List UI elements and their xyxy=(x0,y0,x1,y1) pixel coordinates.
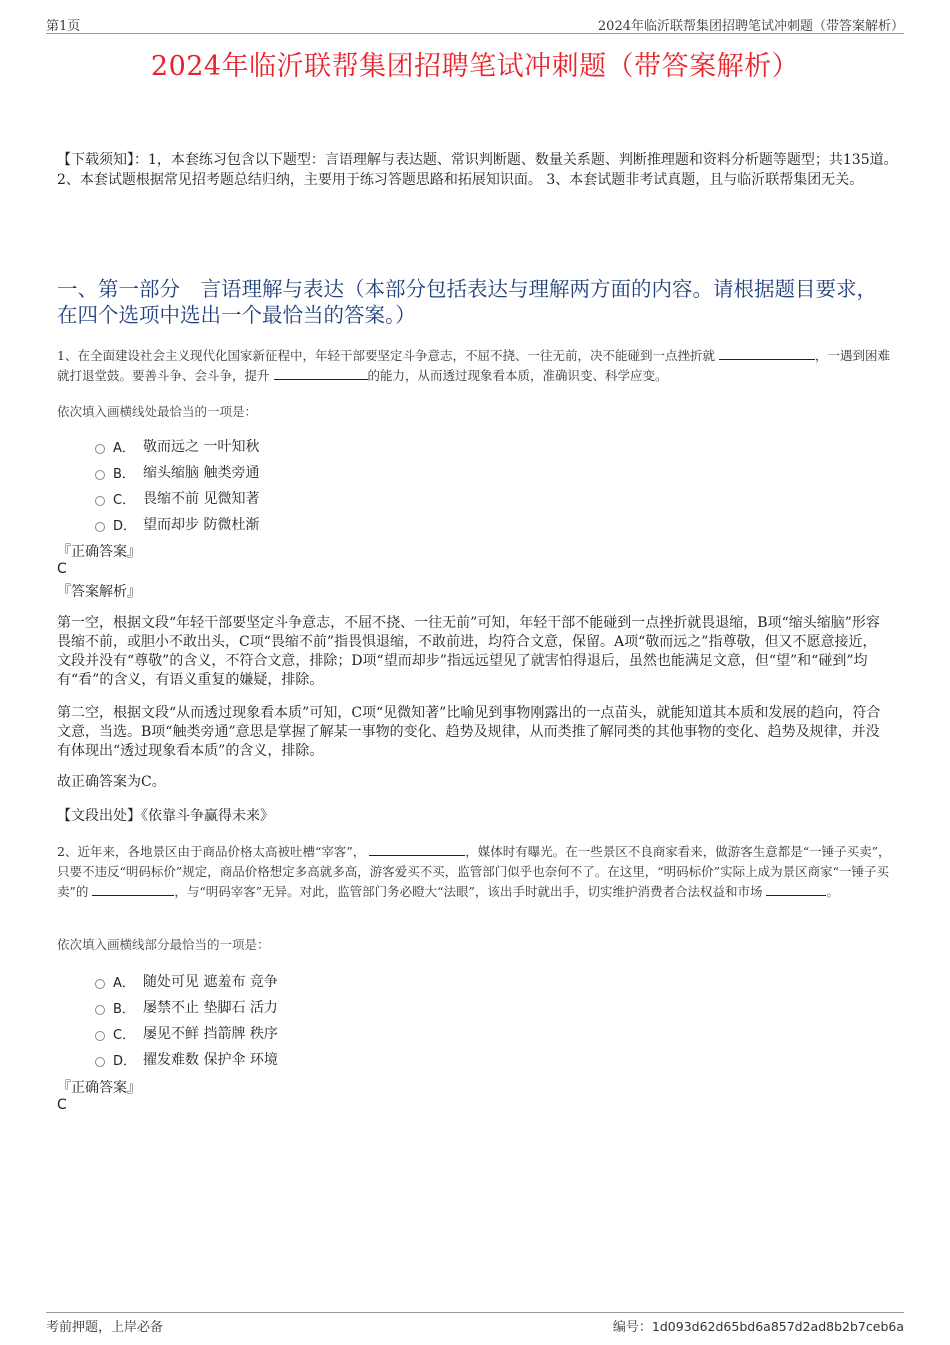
option-letter: B． xyxy=(113,1001,135,1017)
option-text: 畏缩不前 见微知著 xyxy=(143,491,260,507)
option-d[interactable] xyxy=(95,1046,278,1072)
option-a[interactable] xyxy=(95,433,259,459)
question-1-text-part1: 1、在全面建设社会主义现代化国家新征程中，年轻干部要坚定斗争意志，不屈不挠、一往无前，决不能碰到一点挫折就 xyxy=(57,348,715,363)
radio-icon[interactable] xyxy=(95,444,105,454)
question-1-options xyxy=(95,433,259,537)
question-2-stem xyxy=(57,842,902,902)
radio-icon[interactable] xyxy=(95,522,105,532)
option-text: 屡禁不止 垫脚石 活力 xyxy=(143,1000,278,1016)
page-footer xyxy=(46,1312,904,1335)
option-a[interactable] xyxy=(95,968,278,994)
option-c[interactable] xyxy=(95,485,259,511)
radio-icon[interactable] xyxy=(95,470,105,480)
option-text: 缩头缩脑 触类旁通 xyxy=(143,465,260,481)
option-b[interactable] xyxy=(95,994,278,1020)
question-2-text-part3: ，与“明码宰客”无异。对此，监管部门务必瞪大“法眼”，该出手时就出手，切实维护消费者合法权益和市场 xyxy=(174,884,763,899)
section-title: 一、第一部分 言语理解与表达（本部分包括表达与理解两方面的内容。请根据题目要求，在四个选项中选出一个最恰当的答案。） xyxy=(57,277,877,327)
document-title: 2024年临沂联帮集团招聘笔试冲刺题（带答案解析） xyxy=(150,51,800,82)
question-1-text-part2: ，一遇到困难就打退堂鼓。要善斗争、会斗争，提升 xyxy=(57,348,890,383)
correct-answer: C xyxy=(57,1097,67,1113)
download-notice: 【下载须知】：1，本套练习包含以下题型：言语理解与表达题、常识判断题、数量关系题、判断推理题和资料分析题等题型；共135道。 2、本套试题根据常见招考题总结归纳，主要用于练习答题思路和拓展知识面。 3、本套试题非考试真题，且与临沂联帮集团无关。 xyxy=(57,152,898,188)
option-text: 屡见不鲜 挡箭牌 秩序 xyxy=(143,1026,278,1042)
option-letter: C． xyxy=(113,492,136,508)
question-1-instruction: 依次填入画横线处最恰当的一项是： xyxy=(57,404,258,419)
question-1-stem xyxy=(57,346,902,386)
option-text: 望而却步 防微杜渐 xyxy=(143,517,260,533)
question-2-options xyxy=(95,968,278,1072)
code-value: 1d093d62d65bd6a857d2ad8b2b7ceb6a xyxy=(651,1319,904,1334)
analysis-conclusion: 故正确答案为C。 xyxy=(57,774,166,790)
answer-blank xyxy=(369,842,465,856)
correct-answer-label: 『正确答案』 xyxy=(57,544,141,560)
correct-answer: C xyxy=(57,561,67,577)
answer-blank xyxy=(766,882,826,896)
option-d[interactable] xyxy=(95,511,259,537)
question-1-text-part3: 的能力，从而透过现象看本质，准确识变、科学应变。 xyxy=(367,368,668,383)
analysis-paragraph-2: 第二空，根据文段“从而透过现象看本质”可知，C项“见微知著”比喻见到事物刚露出的一点苗头，就能知道其本质和发展的趋向，符合文意，当选。B项“触类旁通”意思是掌握了解某一事物的变化、趋势及规律，从而类推了解同类的其他事物的变化、趋势及规律，并没有体现出“透过现象看本质”的含义，排除。 xyxy=(57,705,881,759)
analysis-label: 『答案解析』 xyxy=(57,584,141,600)
option-c[interactable] xyxy=(95,1020,278,1046)
text-source: 【文段出处】《依靠斗争赢得未来》 xyxy=(57,808,274,824)
radio-icon[interactable] xyxy=(95,1057,105,1067)
option-text: 随处可见 遮羞布 竞争 xyxy=(143,974,278,990)
footer-code xyxy=(613,1316,904,1335)
question-2-text-part2: ，媒体时有曝光。在一些景区不良商家看来，做游客生意都是“一锤子买卖”，只要不违反“明码标价”规定，商品价格想定多高就多高，游客爱买不买，监管部门似乎也奈何不了。在这里，“明码标价”实际上成为景区商家“一锤子买卖”的 xyxy=(57,844,891,899)
page-number: 第1页 xyxy=(46,19,81,34)
radio-icon[interactable] xyxy=(95,1005,105,1015)
radio-icon[interactable] xyxy=(95,979,105,989)
header-doc-title: 2024年临沂联帮集团招聘笔试冲刺题（带答案解析） xyxy=(597,19,904,34)
option-text: 擢发难数 保护伞 环境 xyxy=(143,1052,278,1068)
answer-blank xyxy=(274,366,368,380)
answer-blank xyxy=(719,346,815,360)
answer-blank xyxy=(92,882,174,896)
option-letter: B． xyxy=(113,466,135,482)
correct-answer-label: 『正确答案』 xyxy=(57,1080,141,1096)
option-letter: D． xyxy=(113,518,137,534)
question-2-instruction: 依次填入画横线部分最恰当的一项是： xyxy=(57,937,270,952)
question-2-text-part1: 2、近年来，各地景区由于商品价格太高被吐槽“宰客”， xyxy=(57,844,366,859)
option-letter: A． xyxy=(113,440,135,456)
code-label: 编号： xyxy=(612,1320,652,1335)
radio-icon[interactable] xyxy=(95,1031,105,1041)
option-letter: D． xyxy=(113,1053,137,1069)
option-letter: C． xyxy=(113,1027,136,1043)
page-header xyxy=(46,13,904,34)
radio-icon[interactable] xyxy=(95,496,105,506)
footer-slogan: 考前押题，上岸必备 xyxy=(46,1320,164,1335)
analysis-paragraph-1: 第一空，根据文段“年轻干部要坚定斗争意志，不屈不挠、一往无前”可知，年轻干部不能碰到一点挫折就畏退缩，B项“缩头缩脑”形容畏缩不前，或胆小不敢出头，C项“畏缩不前”指畏惧退缩，不敢前进，均符合文意，保留。A项“敬而远之”指尊敬，但又不愿意接近，文段并没有“尊敬”的含义，不符合文意，排除；D项“望而却步”指远远望见了就害怕得退后，虽然也能满足文意，但“望”和“碰到”均有“看”的含义，有语义重复的嫌疑，排除。 xyxy=(57,615,880,688)
question-2-text-part4: 。 xyxy=(826,884,839,899)
option-letter: A． xyxy=(113,975,135,991)
option-b[interactable] xyxy=(95,459,259,485)
option-text: 敬而远之 一叶知秋 xyxy=(143,439,260,455)
